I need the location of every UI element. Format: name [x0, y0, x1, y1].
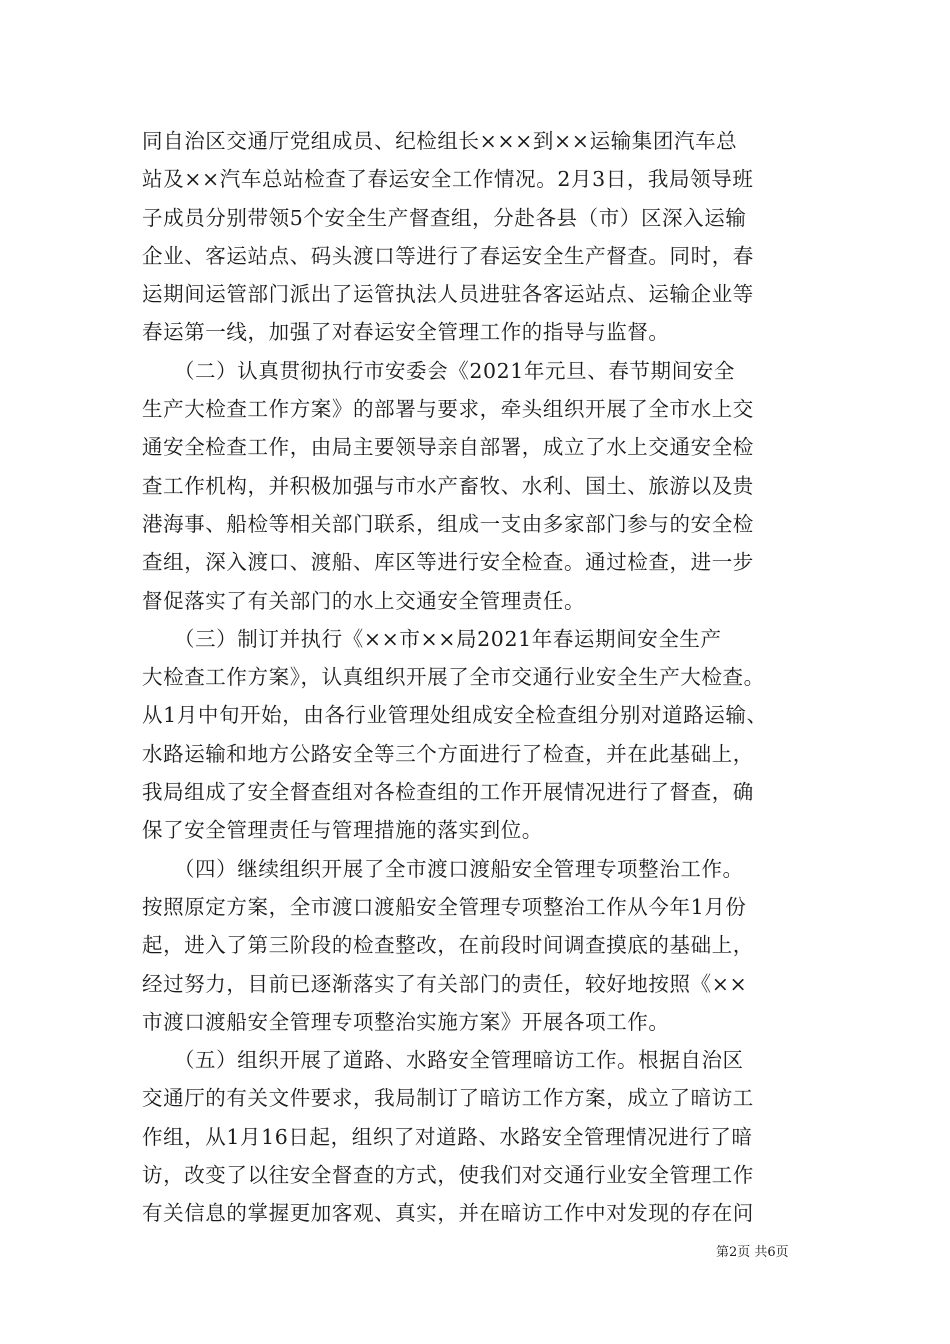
text-line: （五）组织开展了道路、水路安全管理暗访工作。根据自治区 — [142, 1048, 744, 1073]
text-line: 大检查工作方案》，认真组织开展了全市交通行业安全生产大检查。 — [142, 665, 765, 690]
text-line: （四）继续组织开展了全市渡口渡船安全管理专项整治工作。 — [142, 856, 744, 881]
text-line: 子成员分别带领5个安全生产督查组，分赴各县（市）区深入运输 — [142, 205, 747, 230]
text-line: （三）制订并执行《××市××局2021年春运期间安全生产 — [142, 626, 722, 651]
text-line: 市渡口渡船安全管理专项整治实施方案》开展各项工作。 — [142, 1009, 670, 1034]
text-line: 经过努力，目前已逐渐落实了有关部门的责任，较好地按照《×× — [142, 971, 748, 996]
text-line: 查组，深入渡口、渡船、库区等进行安全检查。通过检查，进一步 — [142, 550, 754, 575]
text-line: 访，改变了以往安全督查的方式，使我们对交通行业安全管理工作 — [142, 1163, 754, 1188]
text-line: 有关信息的掌握更加客观、真实，并在暗访工作中对发现的存在问 — [142, 1201, 754, 1226]
text-line: （二）认真贯彻执行市安委会《2021年元旦、春节期间安全 — [142, 358, 735, 383]
text-line: 生产大检查工作方案》的部署与要求，牵头组织开展了全市水上交 — [142, 397, 754, 422]
text-line: 我局组成了安全督查组对各检查组的工作开展情况进行了督查，确 — [142, 780, 754, 805]
text-line: 查工作机构，并积极加强与市水产畜牧、水利、国土、旅游以及贵 — [142, 473, 754, 498]
text-line: 港海事、船检等相关部门联系，组成一支由多家部门参与的安全检 — [142, 511, 754, 536]
text-line: 春运第一线，加强了对春运安全管理工作的指导与监督。 — [142, 320, 670, 345]
text-line: 作组，从1月16日起，组织了对道路、水路安全管理情况进行了暗 — [142, 1124, 753, 1149]
text-line: 运期间运管部门派出了运管执法人员进驻各客运站点、运输企业等 — [142, 282, 754, 307]
text-line: 水路运输和地方公路安全等三个方面进行了检查，并在此基础上， — [142, 741, 754, 766]
text-line: 起，进入了第三阶段的检查整改，在前段时间调查摸底的基础上， — [142, 933, 754, 958]
text-line: 从1月中旬开始，由各行业管理处组成安全检查组分别对道路运输、 — [142, 703, 768, 728]
text-line: 交通厅的有关文件要求，我局制订了暗访工作方案，成立了暗访工 — [142, 1086, 754, 1111]
text-line: 督促落实了有关部门的水上交通安全管理责任。 — [142, 588, 586, 613]
text-line: 通安全检查工作，由局主要领导亲自部署，成立了水上交通安全检 — [142, 435, 754, 460]
text-line: 同自治区交通厅党组成员、纪检组长×××到××运输集团汽车总 — [142, 129, 738, 153]
text-line: 按照原定方案，全市渡口渡船安全管理专项整治工作从今年1月份 — [142, 894, 747, 919]
page-number: 第2页 共6页 — [716, 1245, 789, 1260]
text-line: 站及××汽车总站检查了春运安全工作情况。2月3日，我局领导班 — [142, 167, 754, 192]
body-text — [142, 122, 812, 1233]
text-line: 企业、客运站点、码头渡口等进行了春运安全生产督查。同时，春 — [142, 243, 754, 268]
text-line: 保了安全管理责任与管理措施的落实到位。 — [142, 818, 543, 843]
